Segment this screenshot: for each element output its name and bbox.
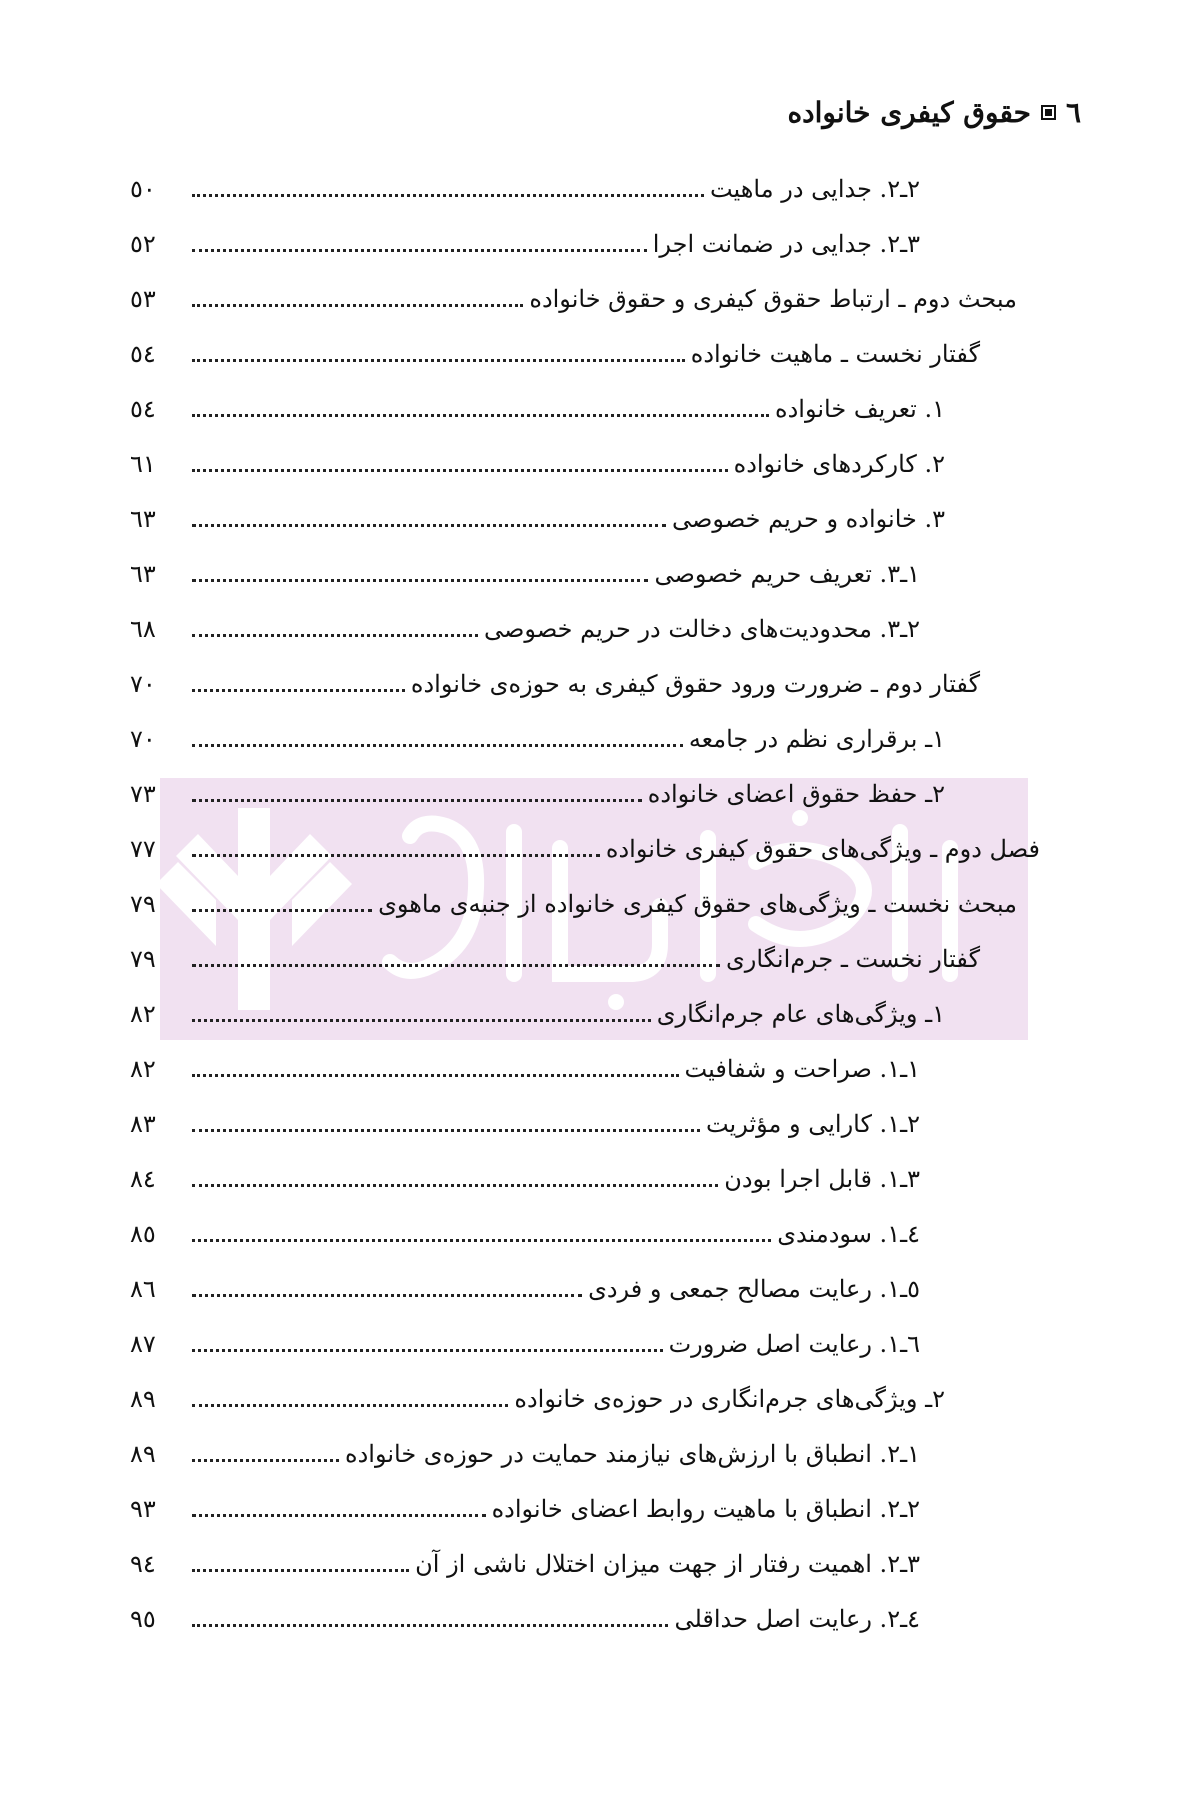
square-bullet-icon — [1041, 105, 1056, 120]
dot-leader — [192, 359, 685, 362]
toc-entry-title: ٣ـ٢. اهمیت رفتار از جهت میزان اختلال ناشی از آن — [415, 1550, 920, 1578]
toc-entry-page: ٨٧ — [130, 1330, 156, 1358]
toc-entry-title: ١ـ٣. تعریف حریم خصوصی — [654, 560, 920, 588]
toc-entry-page: ٧٣ — [130, 780, 156, 808]
dot-leader — [192, 1624, 668, 1627]
toc-entry-title: ١ـ١. صراحت و شفافیت — [684, 1055, 920, 1083]
toc-entry — [130, 828, 1040, 870]
dot-leader — [192, 249, 647, 252]
dot-leader — [192, 634, 478, 637]
toc-entry — [130, 1213, 920, 1255]
dot-leader — [192, 799, 642, 802]
toc-entry — [130, 663, 980, 705]
toc-entry-page: ٩٣ — [130, 1495, 156, 1523]
toc-entry-title: ١ـ برقراری نظم در جامعه — [688, 725, 945, 753]
dot-leader — [192, 1239, 771, 1242]
toc-entry — [130, 223, 920, 265]
toc-entry — [130, 443, 945, 485]
dot-leader — [192, 689, 405, 692]
toc-entry — [130, 1433, 920, 1475]
dot-leader — [192, 1074, 679, 1077]
dot-leader — [192, 1514, 486, 1517]
toc-entry — [130, 553, 920, 595]
toc-entry — [130, 1048, 920, 1090]
toc-entry — [130, 608, 920, 650]
toc-entry-title: ٢ـ ویژگی‌های جرم‌انگاری در حوزه‌ی خانواده — [514, 1385, 945, 1413]
toc-entry — [130, 938, 980, 980]
toc-entry-page: ٥٢ — [130, 230, 156, 258]
toc-entry-title: گفتار نخست ـ جرم‌انگاری — [725, 945, 980, 973]
toc-entry — [130, 773, 945, 815]
toc-entry-title: ٢ـ٢. انطباق با ماهیت روابط اعضای خانواده — [491, 1495, 920, 1523]
toc-entry-page: ٨٢ — [130, 1000, 156, 1028]
toc-entry-title: ٥ـ١. رعایت مصالح جمعی و فردی — [588, 1275, 920, 1303]
toc-entry — [130, 1103, 920, 1145]
toc-entry-page: ٨٩ — [130, 1385, 156, 1413]
toc-entry-title: مبحث نخست ـ ویژگی‌های حقوق کیفری خانواده از جنبه‌ی ماهوی — [378, 890, 1017, 918]
dot-leader — [192, 909, 372, 912]
toc-entry-page: ٩٥ — [130, 1605, 156, 1633]
toc-entry — [130, 168, 920, 210]
toc-entry — [130, 333, 980, 375]
toc-entry-page: ٥٤ — [130, 395, 156, 423]
toc-entry-title: ١ـ٢. انطباق با ارزش‌های نیازمند حمایت در حوزه‌ی خانواده — [345, 1440, 920, 1468]
toc-entry-title: ٢ـ١. کارایی و مؤثریت — [705, 1110, 920, 1138]
toc-entry — [130, 1378, 945, 1420]
toc-entry — [130, 278, 1017, 320]
toc-entry — [130, 1268, 920, 1310]
toc-entry-page: ٨٢ — [130, 1055, 156, 1083]
toc-entry-title: فصل دوم ـ ویژگی‌های حقوق کیفری خانواده — [605, 835, 1040, 863]
dot-leader — [192, 304, 523, 307]
toc-entry-page: ٨٤ — [130, 1165, 156, 1193]
toc-entry — [130, 883, 1017, 925]
toc-entry — [130, 1323, 920, 1365]
toc-entry — [130, 498, 945, 540]
toc-entry-title: ٢ـ٢. جدایی در ماهیت — [709, 175, 920, 203]
toc-entry-title: گفتار دوم ـ ضرورت ورود حقوق کیفری به حوزه‌ی خانواده — [410, 670, 980, 698]
toc-entry-title: ٤ـ٢. رعایت اصل حداقلی — [674, 1605, 920, 1633]
running-title: حقوق کیفری خانواده — [787, 96, 1031, 129]
dot-leader — [192, 414, 769, 417]
dot-leader — [192, 1349, 663, 1352]
page-number: ٦ — [1065, 96, 1081, 129]
toc-entry-page: ٨٦ — [130, 1275, 156, 1303]
toc-entry-page: ٨٣ — [130, 1110, 156, 1138]
toc-entry-title: ١. تعریف خانواده — [775, 395, 945, 423]
toc-entry-page: ٦٨ — [130, 615, 156, 643]
dot-leader — [192, 1184, 718, 1187]
toc-entry-title: ٢ـ حفظ حقوق اعضای خانواده — [647, 780, 945, 808]
dot-leader — [192, 1569, 409, 1572]
toc-entry-page: ٧٧ — [130, 835, 156, 863]
toc-entry-page: ٧٠ — [130, 725, 156, 753]
toc-entry-title: ٢ـ٣. محدودیت‌های دخالت در حریم خصوصی — [484, 615, 920, 643]
dot-leader — [192, 1129, 700, 1132]
toc-entry-title: ٤ـ١. سودمندی — [777, 1220, 920, 1248]
toc-entry-title: گفتار نخست ـ ماهیت خانواده — [690, 340, 980, 368]
toc-entry-page: ٨٩ — [130, 1440, 156, 1468]
toc-entry-page: ٧٩ — [130, 890, 156, 918]
toc-entry-page: ٥٠ — [130, 175, 156, 203]
toc-entry-title: ٣. خانواده و حریم خصوصی — [672, 505, 945, 533]
toc-entry-page: ٧٠ — [130, 670, 156, 698]
dot-leader — [192, 964, 720, 967]
dot-leader — [192, 1019, 651, 1022]
dot-leader — [192, 1459, 339, 1462]
toc-entry-page: ٦٣ — [130, 560, 156, 588]
toc-entry-title: ٢. کارکردهای خانواده — [733, 450, 945, 478]
toc-entry — [130, 1543, 920, 1585]
toc-entry-page: ٥٤ — [130, 340, 156, 368]
dot-leader — [192, 469, 728, 472]
toc-entry-title: ٣ـ٢. جدایی در ضمانت اجرا — [652, 230, 920, 258]
toc-entry — [130, 718, 945, 760]
toc-entry-title: ٦ـ١. رعایت اصل ضرورت — [668, 1330, 920, 1358]
toc-entry — [130, 993, 945, 1035]
toc-entry — [130, 1158, 920, 1200]
toc-entry-title: ١ـ ویژگی‌های عام جرم‌انگاری — [656, 1000, 945, 1028]
page-header — [787, 96, 1081, 129]
dot-leader — [192, 524, 666, 527]
dot-leader — [192, 1294, 582, 1297]
toc-entry-page: ٦٣ — [130, 505, 156, 533]
dot-leader — [192, 744, 683, 747]
dot-leader — [192, 854, 600, 857]
dot-leader — [192, 579, 648, 582]
dot-leader — [192, 194, 704, 197]
toc-entry-page: ٩٤ — [130, 1550, 156, 1578]
toc-entry-title: مبحث دوم ـ ارتباط حقوق کیفری و حقوق خانواده — [529, 285, 1017, 313]
toc-entry-page: ٦١ — [130, 450, 156, 478]
toc-entry-title: ٣ـ١. قابل اجرا بودن — [724, 1165, 920, 1193]
toc-entry — [130, 1488, 920, 1530]
toc-entry — [130, 1598, 920, 1640]
dot-leader — [192, 1404, 508, 1407]
toc-entry-page: ٧٩ — [130, 945, 156, 973]
toc-entry-page: ٥٣ — [130, 285, 156, 313]
toc-entry — [130, 388, 945, 430]
toc-entry-page: ٨٥ — [130, 1220, 156, 1248]
